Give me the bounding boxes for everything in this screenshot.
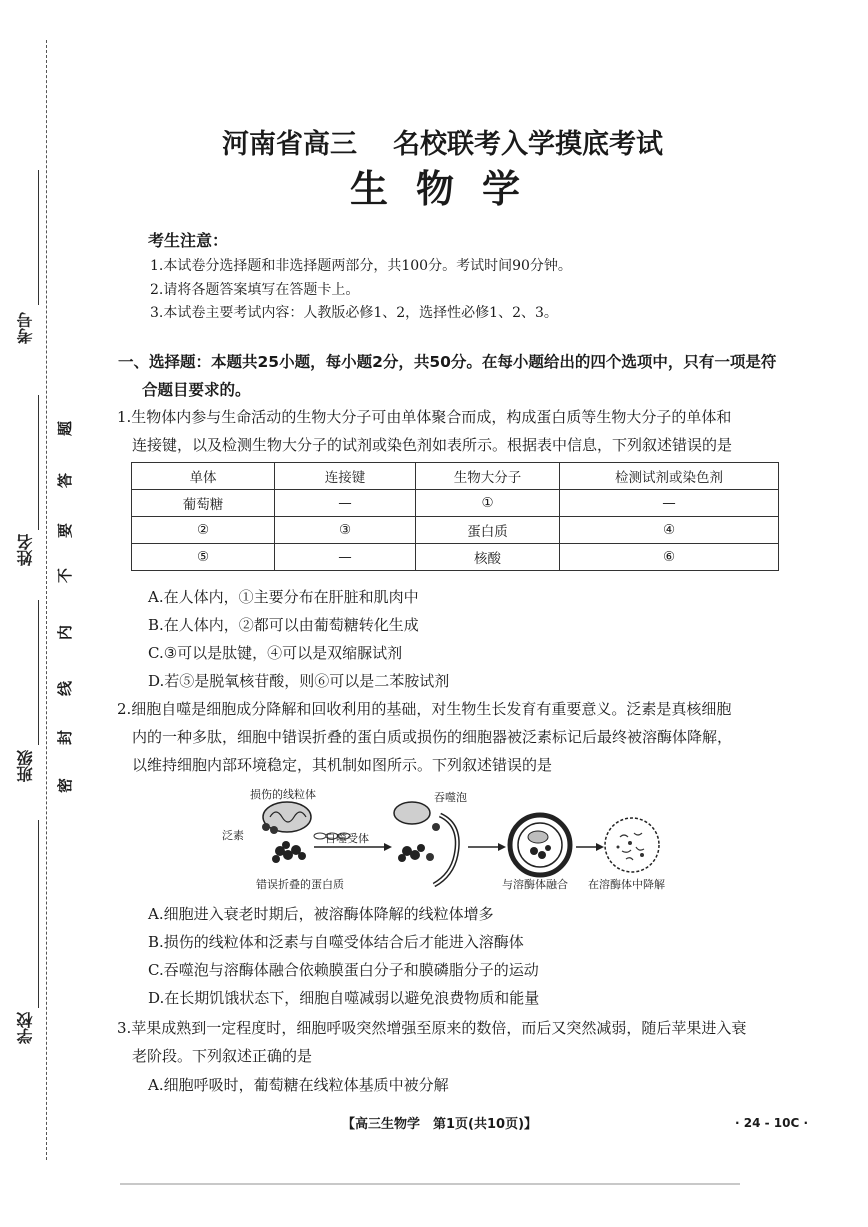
label-ubiquitin: 泛素 (222, 829, 244, 842)
question-1-option-a: A.在人体内，①主要分布在肝脏和肌肉中 (148, 588, 419, 606)
paper-code: · 24 - 10C · (735, 1116, 809, 1130)
table-header: 单体 (132, 463, 275, 490)
seal-char: 要 (56, 522, 75, 539)
seal-char: 密 (56, 777, 75, 794)
section-title: 一、选择题：本题共25小题，每小题2分，共50分。在每小题给出的四个选项中，只有一项是符 (118, 353, 777, 371)
table-cell: 葡萄糖 (132, 490, 275, 517)
label-fuse-lysosome: 与溶酶体融合 (502, 878, 568, 891)
notice-item: 3.本试卷主要考试内容：人教版必修1、2，选择性必修1、2、3。 (150, 305, 558, 321)
exam-no-blank (38, 170, 39, 305)
seal-char: 封 (56, 729, 75, 746)
question-1-option-d: D.若⑤是脱氧核苷酸，则⑥可以是二苯胺试剂 (148, 672, 450, 690)
table-header: 检测试剂或染色剂 (560, 463, 779, 490)
label-degrade-lysosome: 在溶酶体中降解 (588, 878, 665, 891)
notice-title: 考生注意： (148, 231, 229, 250)
question-1-stem-cont: 连接键，以及检测生物大分子的试剂或染色剂如表所示。根据表中信息，下列叙述错误的是 (132, 436, 733, 454)
label-misfolded-protein: 错误折叠的蛋白质 (256, 878, 344, 891)
table-cell: — (275, 544, 416, 571)
class-blank (38, 600, 39, 745)
table-cell: ① (416, 490, 560, 517)
seal-char: 不 (56, 567, 75, 584)
label-damaged-mitochondrion: 损伤的线粒体 (250, 788, 316, 801)
table-header-row (132, 463, 779, 490)
binding-dashed-line (46, 40, 47, 1160)
school-blank (38, 820, 39, 1008)
table-cell: — (275, 490, 416, 517)
table-row (132, 517, 779, 544)
question-1-stem: 1.生物体内参与生命活动的生物大分子可由单体聚合而成，构成蛋白质等生物大分子的单体和 (117, 408, 732, 426)
question-3-option-a: A.细胞呼吸时，葡萄糖在线粒体基质中被分解 (148, 1076, 449, 1094)
question-3-stem-cont: 老阶段。下列叙述正确的是 (132, 1047, 313, 1065)
question-2-option-c: C.吞噬泡与溶酶体融合依赖膜蛋白分子和膜磷脂分子的运动 (148, 961, 539, 979)
scan-edge-shadow (120, 1183, 740, 1185)
seal-char: 题 (56, 420, 75, 437)
class-label: 班级 (16, 750, 35, 782)
table-row (132, 544, 779, 571)
question-2-option-b: B.损伤的线粒体和泛素与自噬受体结合后才能进入溶酶体 (148, 933, 524, 951)
seal-char: 内 (56, 624, 75, 641)
question-1-option-b: B.在人体内，②都可以由葡萄糖转化生成 (148, 616, 419, 634)
table-cell: ④ (560, 517, 779, 544)
monomer-table (131, 462, 779, 571)
table-header: 生物大分子 (416, 463, 560, 490)
question-2-stem-cont: 内的一种多肽，细胞中错误折叠的蛋白质或损伤的细胞器被泛素标记后最终被溶酶体降解， (132, 728, 733, 746)
table-cell: 核酸 (416, 544, 560, 571)
question-2-stem-cont: 以维持细胞内部环境稳定，其机制如图所示。下列叙述错误的是 (132, 756, 553, 774)
table-cell: ⑤ (132, 544, 275, 571)
name-blank (38, 395, 39, 530)
question-2-stem: 2.细胞自噬是细胞成分降解和回收利用的基础，对生物生长发育有重要意义。泛素是真核细胞 (117, 700, 732, 718)
label-phagophore: 吞噬泡 (434, 791, 467, 804)
table-cell: — (560, 490, 779, 517)
exam-province: 河南省高三 (222, 129, 357, 160)
table-cell: ⑥ (560, 544, 779, 571)
table-header: 连接键 (275, 463, 416, 490)
notice-item: 2.请将各题答案填写在答题卡上。 (150, 282, 360, 298)
name-label: 姓名 (16, 534, 35, 566)
subject-title: 生物学 (350, 167, 549, 211)
table-cell: 蛋白质 (416, 517, 560, 544)
school-label: 学校 (16, 1012, 35, 1044)
seal-char: 线 (56, 680, 75, 697)
question-2-option-d: D.在长期饥饿状态下，细胞自噬减弱以避免浪费物质和能量 (148, 989, 540, 1007)
table-cell: ② (132, 517, 275, 544)
autophagy-figure (222, 785, 692, 893)
question-3-stem: 3.苹果成熟到一定程度时，细胞呼吸突然增强至原来的数倍，而后又突然减弱，随后苹果进入衰 (117, 1019, 747, 1037)
section-title-cont: 合题目要求的。 (142, 381, 251, 399)
seal-char: 答 (56, 472, 75, 489)
page-footer: 【高三生物学 第1页(共10页)】 (342, 1117, 538, 1132)
table-cell: ③ (275, 517, 416, 544)
question-2-option-a: A.细胞进入衰老时期后，被溶酶体降解的线粒体增多 (148, 905, 494, 923)
exam-no-label: 考号 (16, 312, 35, 344)
notice-item: 1.本试卷分选择题和非选择题两部分，共100分。考试时间90分钟。 (150, 258, 572, 274)
label-autophagy-receptor: 自噬受体 (325, 832, 369, 845)
question-1-option-c: C.③可以是肽键，④可以是双缩脲试剂 (148, 644, 403, 662)
exam-name: 名校联考入学摸底考试 (393, 129, 663, 160)
table-row (132, 490, 779, 517)
